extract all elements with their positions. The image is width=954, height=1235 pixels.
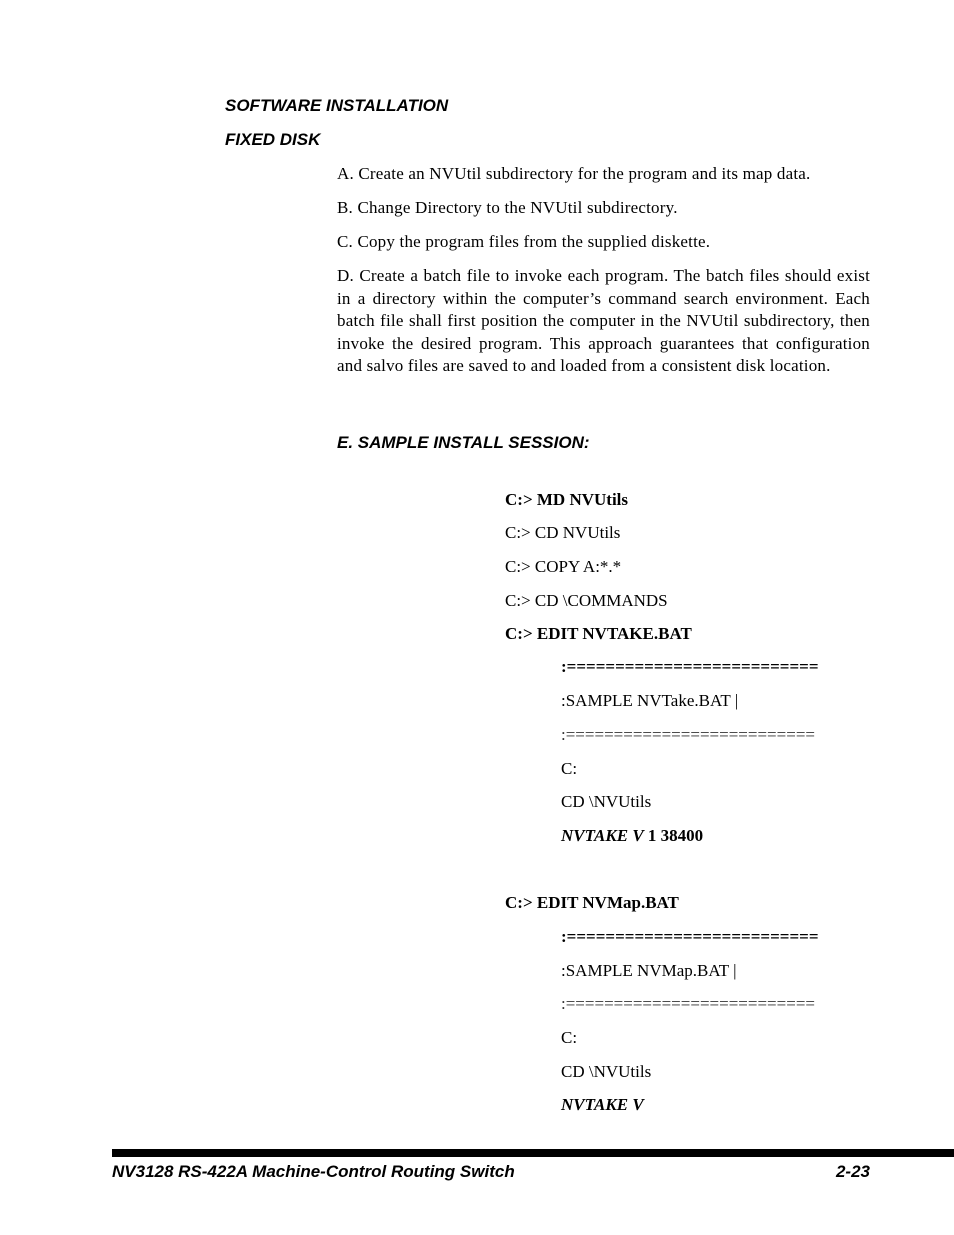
bat2-rule-top: :==========================: [561, 927, 819, 946]
bat1-run-args: 1 38400: [643, 826, 704, 845]
sample-session-heading: E. SAMPLE INSTALL SESSION:: [337, 433, 590, 452]
step-c: C. Copy the program files from the supplied diskette.: [337, 232, 711, 251]
step-b: B. Change Directory to the NVUtil subdirectory.: [337, 198, 678, 217]
bat1-line-drive: C:: [561, 759, 578, 778]
command-cd-commands: C:> CD \COMMANDS: [505, 591, 668, 610]
command-cd-nvutils: C:> CD NVUtils: [505, 523, 621, 542]
bat2-title: :SAMPLE NVMap.BAT |: [561, 961, 737, 980]
footer-title: NV3128 RS-422A Machine-Control Routing Switch: [112, 1162, 515, 1181]
bat1-run-command: NVTAKE V: [561, 826, 644, 845]
command-copy: C:> COPY A:*.*: [505, 557, 622, 576]
bat2-line-cd: CD \NVUtils: [561, 1062, 652, 1081]
section-heading: SOFTWARE INSTALLATION: [225, 96, 449, 115]
bat1-title: :SAMPLE NVTake.BAT |: [561, 691, 739, 710]
page-number: 2-23: [835, 1162, 870, 1181]
step-d: D. Create a batch file to invoke each program. The batch files should exist in a directory within the computer’s command search environment. Each batch file shall first position the computer in the NVUtil subdirectory, then invoke the desired program. This approach guarantees that configuration and salvo files are saved to and loaded from a consistent disk location.: [337, 266, 870, 375]
command-edit-nvmap: C:> EDIT NVMap.BAT: [505, 893, 679, 912]
bat1-rule-top: :==========================: [561, 657, 819, 676]
bat2-run-command: NVTAKE V: [561, 1095, 644, 1114]
bat1-run-line: [561, 826, 703, 846]
footer-rule: [112, 1149, 954, 1157]
bat2-line-drive: C:: [561, 1028, 578, 1047]
bat1-rule-bottom: :==========================: [561, 725, 815, 744]
command-edit-nvtake: C:> EDIT NVTAKE.BAT: [505, 624, 692, 643]
subsection-heading: FIXED DISK: [225, 130, 321, 149]
step-a: A. Create an NVUtil subdirectory for the program and its map data.: [337, 164, 811, 183]
bat2-rule-bottom: :==========================: [561, 994, 815, 1013]
bat1-line-cd: CD \NVUtils: [561, 792, 652, 811]
command-md: C:> MD NVUtils: [505, 490, 629, 509]
